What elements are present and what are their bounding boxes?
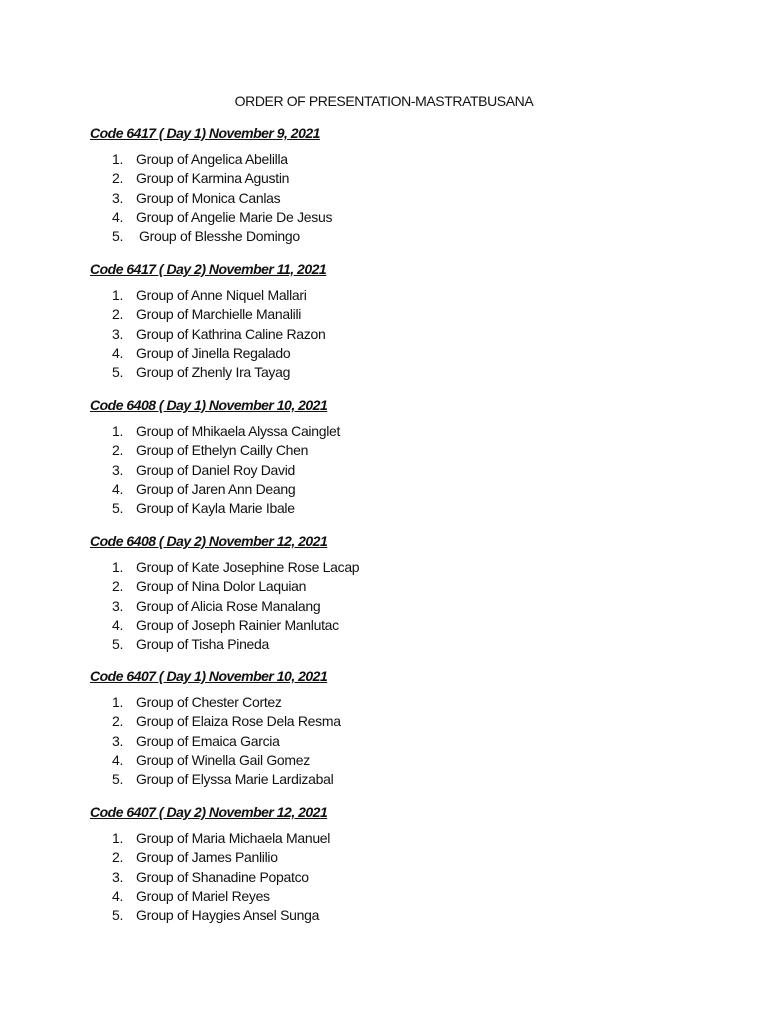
section-heading: Code 6417 ( Day 1) November 9, 2021 [90,125,320,141]
section-heading: Code 6417 ( Day 2) November 11, 2021 [90,261,327,277]
schedule-section: Code 6407 ( Day 2) November 12, 2021 1. Group of Maria Michaela Manuel 2. Group of James Panlilio 3. Group of Shanadine Popatco 4. Group of Mariel Reyes 5. Group of Haygies Ansel Sunga [90,803,690,821]
section-heading: Code 6407 ( Day 1) November 10, 2021 [90,668,328,684]
document-title: ORDER OF PRESENTATION-MASTRATBUSANA [234,93,534,109]
schedule-section: Code 6407 ( Day 1) November 10, 2021 1. Group of Chester Cortez 2. Group of Elaiza Rose Dela Resma 3. Group of Emaica Garcia 4. Group of Winella Gail Gomez 5. Group of Elyssa Marie Lardizabal [90,667,690,685]
schedule-section: Code 6417 ( Day 1) November 9, 2021 1. Group of Angelica Abelilla 2. Group of Karmina Agustin 3. Group of Monica Canlas 4. Group of Angelie Marie De Jesus 5. Group of Blesshe Domingo [90,124,690,142]
schedule-section: Code 6417 ( Day 2) November 11, 2021 1. Group of Anne Niquel Mallari 2. Group of Marchielle Manalili 3. Group of Kathrina Caline Razon 4. Group of Jinella Regalado 5. Group of Zhenly Ira Tayag [90,260,690,278]
schedule-section: Code 6408 ( Day 2) November 12, 2021 1. Group of Kate Josephine Rose Lacap 2. Group of Nina Dolor Laquian 3. Group of Alicia Rose Manalang 4. Group of Joseph Rainier Manlutac 5. Group of Tisha Pineda [90,532,690,550]
section-heading: Code 6408 ( Day 2) November 12, 2021 [90,533,328,549]
section-heading: Code 6407 ( Day 2) November 12, 2021 [90,804,328,820]
schedule-section: Code 6408 ( Day 1) November 10, 2021 1. Group of Mhikaela Alyssa Cainglet 2. Group of Ethelyn Cailly Chen 3. Group of Daniel Roy David 4. Group of Jaren Ann Deang 5. Group of Kayla Marie Ibale [90,396,690,414]
section-heading: Code 6408 ( Day 1) November 10, 2021 [90,397,328,413]
